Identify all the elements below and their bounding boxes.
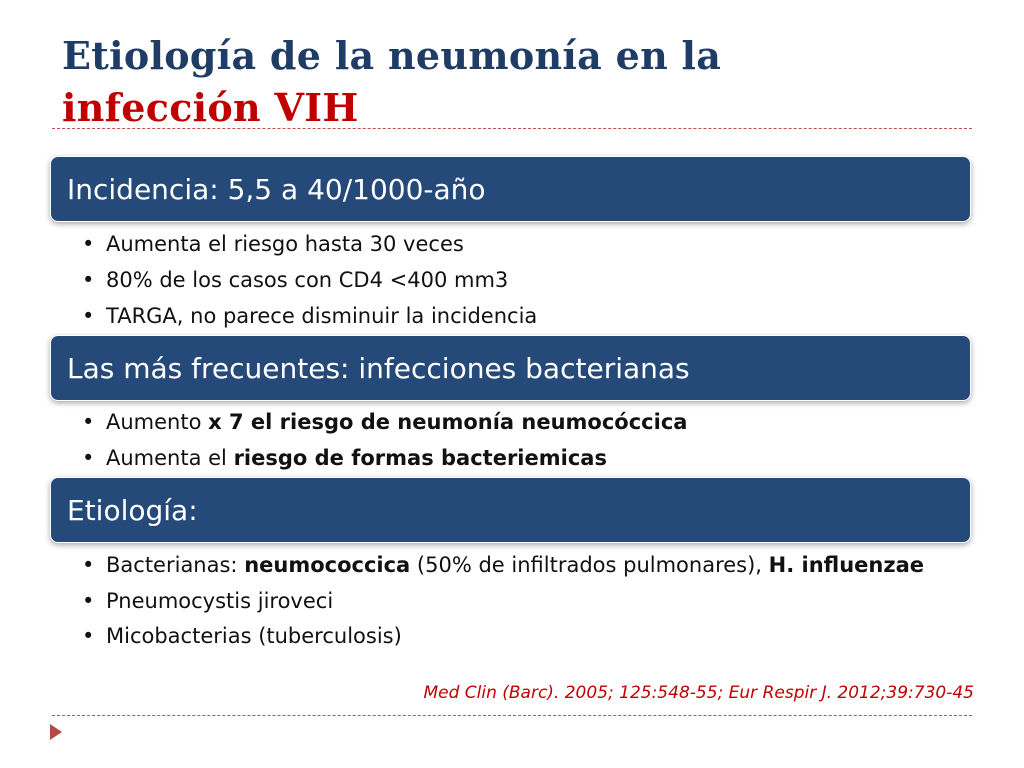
- bullet-item: • Pneumocystis jiroveci: [80, 589, 960, 614]
- bullet-item: • Aumenta el riesgo de formas bacteriemicas: [80, 446, 960, 471]
- title-divider: [52, 128, 972, 129]
- bullet-item: • 80% de los casos con CD4 <400 mm3: [80, 268, 960, 293]
- bullet-emphasis: x 7 el riesgo de neumonía neumocóccica: [208, 410, 688, 434]
- section-header-label: Etiología:: [67, 493, 198, 527]
- bullet-emphasis: H. influenzae: [768, 553, 925, 577]
- bullet-item: • Aumento x 7 el riesgo de neumonía neumocóccica: [80, 410, 960, 435]
- bullet-list-frequent: [80, 410, 960, 482]
- section-header-label: Incidencia: 5,5 a 40/1000-año: [67, 172, 486, 206]
- title-line-2: infección VIH: [62, 85, 359, 130]
- section-header-incidence: [50, 156, 971, 222]
- bullet-item: • Micobacterias (tuberculosis): [80, 624, 960, 649]
- bullet-emphasis: riesgo de formas bacteriemicas: [233, 446, 607, 470]
- title-line-1: Etiología de la neumonía en la: [62, 33, 722, 78]
- bullet-item: • Bacterianas: neumococcica (50% de infiltrados pulmonares), H. influenzae: [80, 551, 960, 579]
- bullet-list-etiology: [80, 551, 960, 659]
- bullet-item: • TARGA, no parece disminuir la incidencia: [80, 304, 960, 329]
- section-header-frequent: [50, 335, 971, 401]
- reference-citation: Med Clin (Barc). 2005; 125:548-55; Eur Respir J. 2012;39:730-45: [423, 683, 974, 703]
- bullet-list-incidence: [80, 232, 960, 340]
- section-header-etiology: [50, 477, 971, 543]
- section-header-label: Las más frecuentes: infecciones bacterianas: [67, 351, 690, 385]
- bullet-item: • Aumenta el riesgo hasta 30 veces: [80, 232, 960, 257]
- triangle-right-icon: [50, 724, 62, 740]
- slide-title: [62, 30, 1002, 134]
- footer-divider: [52, 715, 972, 716]
- bullet-emphasis: neumococcica: [244, 553, 411, 577]
